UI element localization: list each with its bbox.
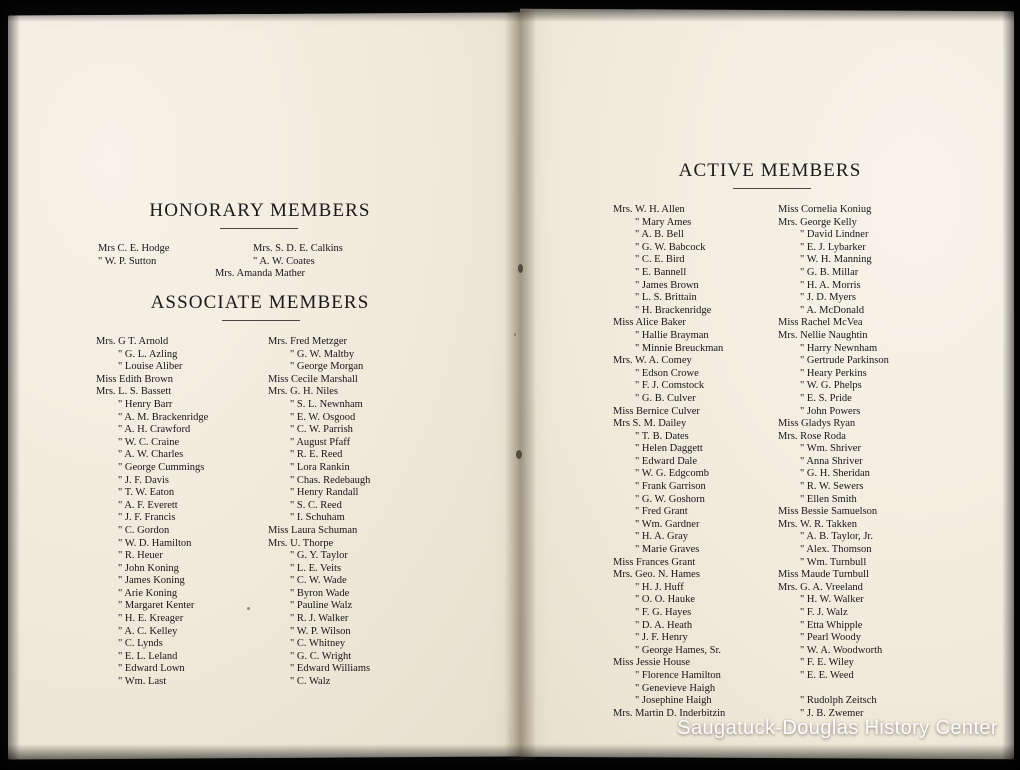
list-item: Mrs S. M. Dailey xyxy=(613,418,687,430)
list-item: " Mary Ames xyxy=(635,216,692,228)
list-item: " C. Lynds xyxy=(118,638,163,650)
list-item: " Louise Aliber xyxy=(118,361,183,373)
list-item: " T. B. Dates xyxy=(635,430,689,442)
list-item: " A. W. Coates xyxy=(253,255,315,267)
list-item: " Chas. Redebaugh xyxy=(290,474,371,486)
list-item: Mrs. Nellie Naughtin xyxy=(778,329,868,341)
list-item: " F. J. Walz xyxy=(800,607,848,618)
list-item: Mrs. Rose Roda xyxy=(778,430,846,442)
list-item: " H. E. Kreager xyxy=(118,613,184,625)
list-item: " George Cummings xyxy=(118,461,205,473)
list-item: " D. A. Heath xyxy=(635,619,693,631)
list-item: " S. L. Newnham xyxy=(290,398,363,410)
list-item: " C. W. Parrish xyxy=(290,424,353,436)
list-item: " W. G. Phelps xyxy=(800,380,862,392)
list-item: " A. W. Charles xyxy=(118,449,184,461)
list-item: Miss Bernice Culver xyxy=(613,405,700,417)
list-item: " August Pfaff xyxy=(290,436,351,448)
active-column-1 xyxy=(613,204,725,720)
list-item: Mrs. W. R. Takken xyxy=(778,518,857,530)
list-item: " George Morgan xyxy=(290,361,364,373)
list-item: " W. P. Sutton xyxy=(98,255,157,267)
paper-speck xyxy=(247,607,250,610)
list-item: " Heary Perkins xyxy=(800,367,867,379)
list-item: " F. J. Comstock xyxy=(635,380,705,392)
list-item: Miss Cecile Marshall xyxy=(268,373,358,385)
paper-speck xyxy=(514,333,516,336)
list-item: " I. Schuham xyxy=(290,512,345,524)
list-item: " G. W. Maltby xyxy=(290,348,355,360)
list-item: " H. W. Walker xyxy=(800,594,864,606)
list-item: Miss Rachel McVea xyxy=(778,317,863,329)
list-item: " Pauline Walz xyxy=(290,600,353,612)
list-item: " Minnie Breuckman xyxy=(635,342,724,354)
list-item: " H. A. Gray xyxy=(635,531,688,543)
associate-title-rule xyxy=(222,320,300,321)
list-item: " G. L. Azling xyxy=(118,348,178,360)
right-page xyxy=(520,9,1014,760)
list-item: " H. J. Huff xyxy=(635,581,684,593)
list-item: Mrs. G. A. Vreeland xyxy=(778,581,863,593)
list-item: " James Koning xyxy=(118,575,185,587)
list-item: " G. B. Culver xyxy=(635,392,696,404)
list-item: " E. Bannell xyxy=(635,266,687,278)
list-item: " C. Gordon xyxy=(118,524,170,536)
list-item: Mrs. S. D. E. Calkins xyxy=(253,243,343,254)
active-title-rule xyxy=(733,188,811,189)
list-item: " C. Walz xyxy=(290,676,331,688)
list-item: " C. W. Wade xyxy=(290,575,347,587)
list-item: " A. McDonald xyxy=(800,304,865,316)
list-item: " W. G. Edgcomb xyxy=(635,468,709,480)
active-members-title: ACTIVE MEMBERS xyxy=(678,160,862,181)
list-item: " Genevieve Haigh xyxy=(635,682,716,694)
list-item: Miss Jessie House xyxy=(613,657,691,669)
list-item: " G. H. Sheridan xyxy=(800,468,870,480)
list-item: Miss Edith Brown xyxy=(96,373,174,385)
list-item: " Henry Barr xyxy=(118,398,173,410)
list-item: Mrs. G. H. Niles xyxy=(268,386,338,398)
list-item: " Byron Wade xyxy=(290,587,350,599)
paper-speck xyxy=(518,264,523,273)
list-item: " Harry Newnham xyxy=(800,342,878,354)
list-item: " Edward Lown xyxy=(118,663,185,675)
list-item: " A. C. Kelley xyxy=(118,625,178,637)
list-item: Mrs. W. H. Allen xyxy=(613,204,685,215)
list-item: " A. H. Crawford xyxy=(118,424,191,436)
list-item: " Pearl Woody xyxy=(800,632,861,644)
list-item: " H. A. Morris xyxy=(800,279,861,291)
honorary-column-1 xyxy=(98,243,169,268)
list-item: " A. B. Taylor, Jr. xyxy=(800,531,873,543)
active-column-2 xyxy=(778,204,889,720)
list-item: " R. J. Walker xyxy=(290,613,349,625)
list-item: Miss Bessie Samuelson xyxy=(778,506,878,518)
honorary-column-2 xyxy=(253,243,343,268)
list-item: " A. F. Everett xyxy=(118,499,178,511)
list-item: " J. F. Henry xyxy=(635,632,688,644)
list-item: Mrs. Martin D. Inderbitzin xyxy=(613,707,726,719)
list-item: " Wm. Shriver xyxy=(800,443,861,455)
list-item: " Etta Whipple xyxy=(800,619,863,631)
list-item: " G. W. Babcock xyxy=(635,241,706,253)
list-item: " W. H. Manning xyxy=(800,254,872,266)
list-item: Mrs. G T. Arnold xyxy=(96,336,169,347)
list-item: " F. E. Wiley xyxy=(800,657,854,669)
list-item: " C. Whitney xyxy=(290,638,346,650)
list-item: " Anna Shriver xyxy=(800,455,863,467)
honorary-title-rule xyxy=(220,228,298,229)
list-item: " Margaret Kenter xyxy=(118,600,195,612)
list-item: " Alex. Thomson xyxy=(800,544,872,556)
list-item: Miss Laura Schuman xyxy=(268,524,358,536)
list-item: " Wm. Last xyxy=(118,676,167,688)
honorary-centered-name xyxy=(130,268,390,281)
left-page xyxy=(8,12,521,759)
list-item: Mrs. U. Thorpe xyxy=(268,537,334,549)
list-item: " John Koning xyxy=(118,562,179,574)
list-item: " Helen Daggett xyxy=(635,443,703,455)
list-item: " T. W. Eaton xyxy=(118,487,175,499)
list-item: " G. Y. Taylor xyxy=(290,550,348,562)
list-item: " Josephine Haigh xyxy=(635,695,712,707)
list-item: " Edward Williams xyxy=(290,663,371,675)
list-item: Miss Cornelia Koniug xyxy=(778,204,872,215)
paper-speck xyxy=(516,450,522,459)
list-item: " A. M. Brackenridge xyxy=(118,411,209,423)
list-item: " J. F. Davis xyxy=(118,474,169,486)
list-item: " Wm. Gardner xyxy=(635,518,700,530)
list-item: Miss Alice Baker xyxy=(613,317,686,329)
list-item: Miss Frances Grant xyxy=(613,556,696,568)
list-item: " George Hames, Sr. xyxy=(635,644,722,656)
list-item: " R. Heuer xyxy=(118,550,163,562)
honorary-members-title: HONORARY MEMBERS xyxy=(149,200,371,221)
list-item: " Ellen Smith xyxy=(800,493,857,505)
list-item: " Lora Rankin xyxy=(290,461,350,473)
list-item: " Arie Koning xyxy=(118,587,178,599)
list-item: Mrs. Geo. N. Hames xyxy=(613,569,700,581)
list-item: " C. E. Bird xyxy=(635,254,685,266)
list-item: Miss Gladys Ryan xyxy=(778,418,856,430)
list-item: " R. E. Reed xyxy=(290,449,343,461)
list-item: " Hallie Brayman xyxy=(635,329,709,341)
list-item: " L. S. Brittain xyxy=(635,292,697,304)
list-item: " H. Brackenridge xyxy=(635,304,712,316)
associate-members-title: ASSOCIATE MEMBERS xyxy=(150,292,370,313)
list-item: " W. C. Craine xyxy=(118,436,180,448)
list-item: " J. F. Francis xyxy=(118,512,176,524)
list-item: " G. W. Goshorn xyxy=(635,493,705,505)
list-item: " R. W. Sewers xyxy=(800,481,864,493)
list-item: " F. G. Hayes xyxy=(635,607,692,618)
list-item: " Henry Randall xyxy=(290,487,359,499)
list-item: " David Lindner xyxy=(800,229,869,241)
list-item: " James Brown xyxy=(635,279,699,291)
list-item: " A. B. Bell xyxy=(635,229,684,241)
list-item: " Rudolph Zeitsch xyxy=(800,695,877,707)
list-item: " S. C. Reed xyxy=(290,499,342,511)
list-item: " J. B. Zwemer xyxy=(800,707,864,719)
list-item: " L. E. Veits xyxy=(290,562,342,574)
list-item: Mrs C. E. Hodge xyxy=(98,243,170,254)
list-item: " Marie Graves xyxy=(635,544,700,556)
list-item: " W. D. Hamilton xyxy=(118,537,192,549)
list-item: " J. D. Myers xyxy=(800,292,856,304)
list-item: " John Powers xyxy=(800,405,861,417)
list-item: Mrs. George Kelly xyxy=(778,216,857,228)
list-item: " Gertrude Parkinson xyxy=(800,355,889,367)
list-item: Mrs. Amanda Mather xyxy=(214,268,306,279)
list-item: " Florence Hamilton xyxy=(635,669,721,681)
list-item xyxy=(778,683,889,696)
list-item: " E. J. Lybarker xyxy=(800,241,866,253)
list-item: " Edward Dale xyxy=(635,455,698,467)
list-item: " E. W. Osgood xyxy=(290,411,356,423)
list-item: Mrs. W. A. Comey xyxy=(613,355,692,367)
list-item: " Edson Crowe xyxy=(635,367,699,379)
list-item: " O. O. Hauke xyxy=(635,594,695,606)
associate-column-1 xyxy=(96,336,208,689)
watermark-label: Saugatuck-Douglas History Center xyxy=(677,717,998,739)
list-item: Mrs. Fred Metzger xyxy=(268,336,348,347)
list-item: " W. P. Wilson xyxy=(290,625,351,637)
list-item: " G. C. Wright xyxy=(290,650,352,662)
list-item: " Wm. Turnbull xyxy=(800,556,867,568)
list-item: " E. S. Pride xyxy=(800,392,852,404)
list-item: Miss Maude Turnbull xyxy=(778,569,870,581)
list-item: " W. A. Woodworth xyxy=(800,644,883,656)
list-item: " E. L. Leland xyxy=(118,650,178,662)
list-item: Mrs. L. S. Bassett xyxy=(96,386,172,398)
list-item: " Fred Grant xyxy=(635,506,688,518)
list-item: " Frank Garrison xyxy=(635,481,706,493)
list-item: " G. B. Millar xyxy=(800,266,859,278)
list-item: " E. E. Weed xyxy=(800,669,854,681)
associate-column-2 xyxy=(268,336,370,689)
